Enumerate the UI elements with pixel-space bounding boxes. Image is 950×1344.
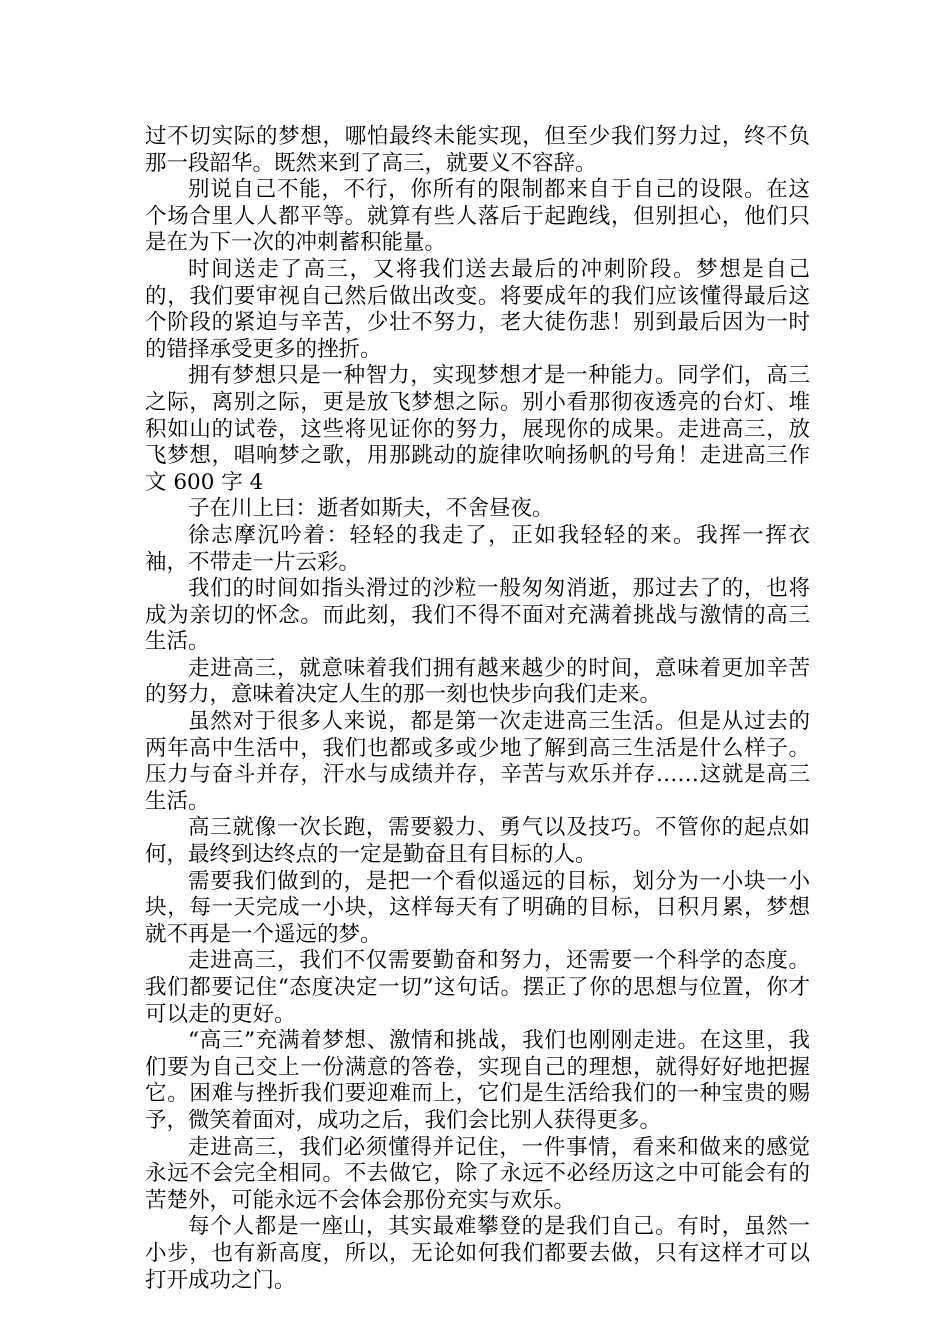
- paragraph: 走进高三，就意味着我们拥有越来越少的时间，意味着更加辛苦的努力，意味着决定人生的那一刻也快步向我们走来。: [145, 655, 810, 708]
- paragraph: 需要我们做到的，是把一个看似遥远的目标，划分为一小块一小块，每一天完成一小块，这样每天有了明确的目标，日积月累，梦想就不再是一个遥远的梦。: [145, 868, 810, 947]
- paragraph: 高三就像一次长跑，需要毅力、勇气以及技巧。不管你的起点如何，最终到达终点的一定是勤奋且有目标的人。: [145, 815, 810, 868]
- paragraph: 走进高三，我们不仅需要勤奋和努力，还需要一个科学的态度。我们都要记住“态度决定一切”这句话。摆正了你的思想与位置，你才可以走的更好。: [145, 948, 810, 1027]
- paragraph: 走进高三，我们必须懂得并记住，一件事情，看来和做来的感觉永远不会完全相同。不去做它，除了永远不必经历这之中可能会有的苦楚外，可能永远不会体会那份充实与欢乐。: [145, 1134, 810, 1213]
- paragraph: 虽然对于很多人来说，都是第一次走进高三生活。但是从过去的两年高中生活中，我们也都或多或少地了解到高三生活是什么样子。压力与奋斗并存，汗水与成绩并存，辛苦与欢乐并存……这就是高三生活。: [145, 709, 810, 814]
- paragraph: 徐志摩沉吟着：轻轻的我走了，正如我轻轻的来。我挥一挥衣袖，不带走一片云彩。: [145, 522, 810, 575]
- paragraph: 每个人都是一座山，其实最难攀登的是我们自己。有时，虽然一小步，也有新高度，所以，无论如何我们都要去做，只有这样才可以打开成功之门。: [145, 1214, 810, 1293]
- paragraph: 拥有梦想只是一种智力，实现梦想才是一种能力。同学们，高三之际，离别之际，更是放飞梦想之际。别小看那彻夜透亮的台灯、堆积如山的试卷，这些将见证你的努力，展现你的成果。走进高三，放飞梦想，唱响梦之歌，用那跳动的旋律吹响扬帆的号角！走进高三作文 600 字 4: [145, 363, 810, 495]
- paragraph: 我们的时间如指头滑过的沙粒一般匆匆消逝，那过去了的，也将成为亲切的怀念。而此刻，我们不得不面对充满着挑战与激情的高三生活。: [145, 576, 810, 655]
- document-body: [145, 124, 810, 1294]
- paragraph: 子在川上曰：逝者如斯夫，不舍昼夜。: [188, 496, 554, 522]
- paragraph: “高三”充满着梦想、激情和挑战，我们也刚刚走进。在这里，我们要为自己交上一份满意的答卷，实现自己的理想，就得好好地把握它。困难与挫折我们要迎难而上，它们是生活给我们的一种宝贵的赐予，微笑着面对，成功之后，我们会比别人获得更多。: [145, 1028, 810, 1133]
- paragraph: 别说自己不能，不行，你所有的限制都来自于自己的设限。在这个场合里人人都平等。就算有些人落后于起跑线，但别担心，他们只是在为下一次的冲刺蓄积能量。: [145, 177, 810, 256]
- paragraph: 时间送走了高三，又将我们送去最后的冲刺阶段。梦想是自己的，我们要审视自己然后做出改变。将要成年的我们应该懂得最后这个阶段的紧迫与辛苦，少壮不努力，老大徒伤悲！别到最后因为一时的错择承受更多的挫折。: [145, 256, 810, 362]
- paragraph-continued: 过不切实际的梦想，哪怕最终未能实现，但至少我们努力过，终不负那一段韶华。既然来到了高三，就要义不容辞。: [145, 124, 810, 176]
